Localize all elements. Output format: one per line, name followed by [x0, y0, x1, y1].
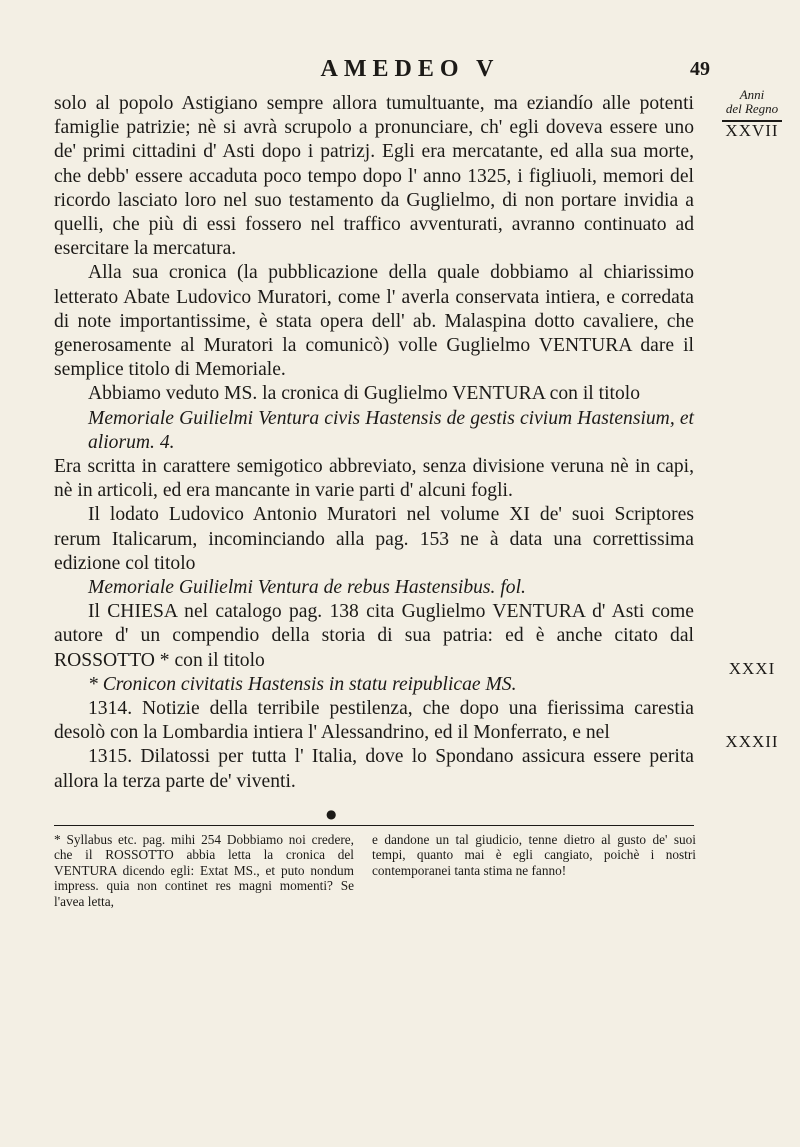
paragraph-2: Alla sua cronica (la pubblicazione della quale dobbiamo al chiarissimo letterato Abate Ludovico Muratori, come l' averla conservata intiera, e corredata di note importantissime, è stata opera dell' ab. Malaspina dotto cavaliere, che generosamente al Muratori la comunicò) volle Guglielmo VENTURA dare il semplice titolo di Memoriale.	[54, 262, 694, 381]
paragraph-3-rest: Era scritta in carattere semigotico abbreviato, senza divisione veruna nè in capi, nè in articoli, ed era mancante in varie parti d' alcuni fogli.	[54, 456, 694, 502]
footnote-left-column: * Syllabus etc. pag. mihi 254 Dobbiamo noi credere, che il ROSSOTTO abbia letta la cronica del VENTURA dicendo egli: Extat MS., et puto nondum impress. quia non continet res magni momenti? Se l'avea letta,	[54, 832, 354, 909]
paragraph-5-title: * Cronicon civitatis Hastensis in statu reipublicae MS.	[88, 673, 517, 695]
paragraph-4: Il lodato Ludovico Antonio Muratori nel volume XI de' suoi Scriptores rerum Italicarum, incominciando alla pag. 153 ne à data una correttissima edizione col titolo	[54, 504, 694, 574]
running-head: AMEDEO V	[320, 56, 500, 82]
margin-del-regno-label: del Regno	[725, 101, 779, 116]
margin-year-xxvii: XXVII	[725, 121, 779, 140]
margin-year-xxxii: XXXII	[725, 732, 779, 751]
paragraph-7: 1315. Dilatossi per tutta l' Italia, dove lo Spondano assicura essere perita allora la terza parte de' viventi.	[54, 746, 694, 792]
paragraph-3: Abbiamo veduto MS. la cronica di Guglielmo VENTURA con il titolo	[88, 383, 641, 405]
margin-year-xxxi: XXXI	[728, 659, 776, 678]
page-number: 49	[690, 58, 710, 80]
paragraph-4-title: Memoriale Guilielmi Ventura de rebus Hastensibus. fol.	[88, 577, 526, 599]
paragraph-1: solo al popolo Astigiano sempre allora tumultuante, ma eziandío alle potenti famiglie patrizie; nè si avrà scrupolo a pronunciare, ch' egli doveva essere uno de' primi cittadini d' Asti dopo i patrizj. Egli era mercatante, ed alla sua morte, che debb' essere accaduta poco tempo dopo l' anno 1325, i figliuoli, memori del ricordo lasciato loro nel suo testamento da Guglielmo, di non portare invidia a quelli, che più di essi fossero nel traffico avventurati, avranno continuato ad esercitare la mercatura.	[54, 93, 694, 260]
main-text	[54, 92, 694, 794]
margin-regnal-note	[712, 88, 792, 138]
footnote-rule	[54, 825, 694, 826]
margin-anni-label: Anni	[739, 87, 765, 102]
footnote-right-column: e dandone un tal giudicio, tenne dietro al gusto de' suoi tempi, quanto mai è egli cangiato, poichè i nostri contemporanei tanta stima ne fanno!	[372, 832, 696, 878]
paragraph-3-title: Memoriale Guilielmi Ventura civis Hastensis de gestis civium Hastensium, et aliorum. 4.	[88, 407, 694, 453]
paragraph-6: 1314. Notizie della terribile pestilenza, che dopo una fierissima carestia desolò con la Lombardia intiera l' Alessandrino, ed il Monferrato, e nel	[54, 698, 694, 744]
paragraph-5: Il CHIESA nel catalogo pag. 138 cita Guglielmo VENTURA d' Asti come autore d' un compendio della storia di sua patria: ed è anche citato dal ROSSOTTO * con il titolo	[54, 601, 694, 671]
ornament-dot: ●	[326, 807, 337, 821]
